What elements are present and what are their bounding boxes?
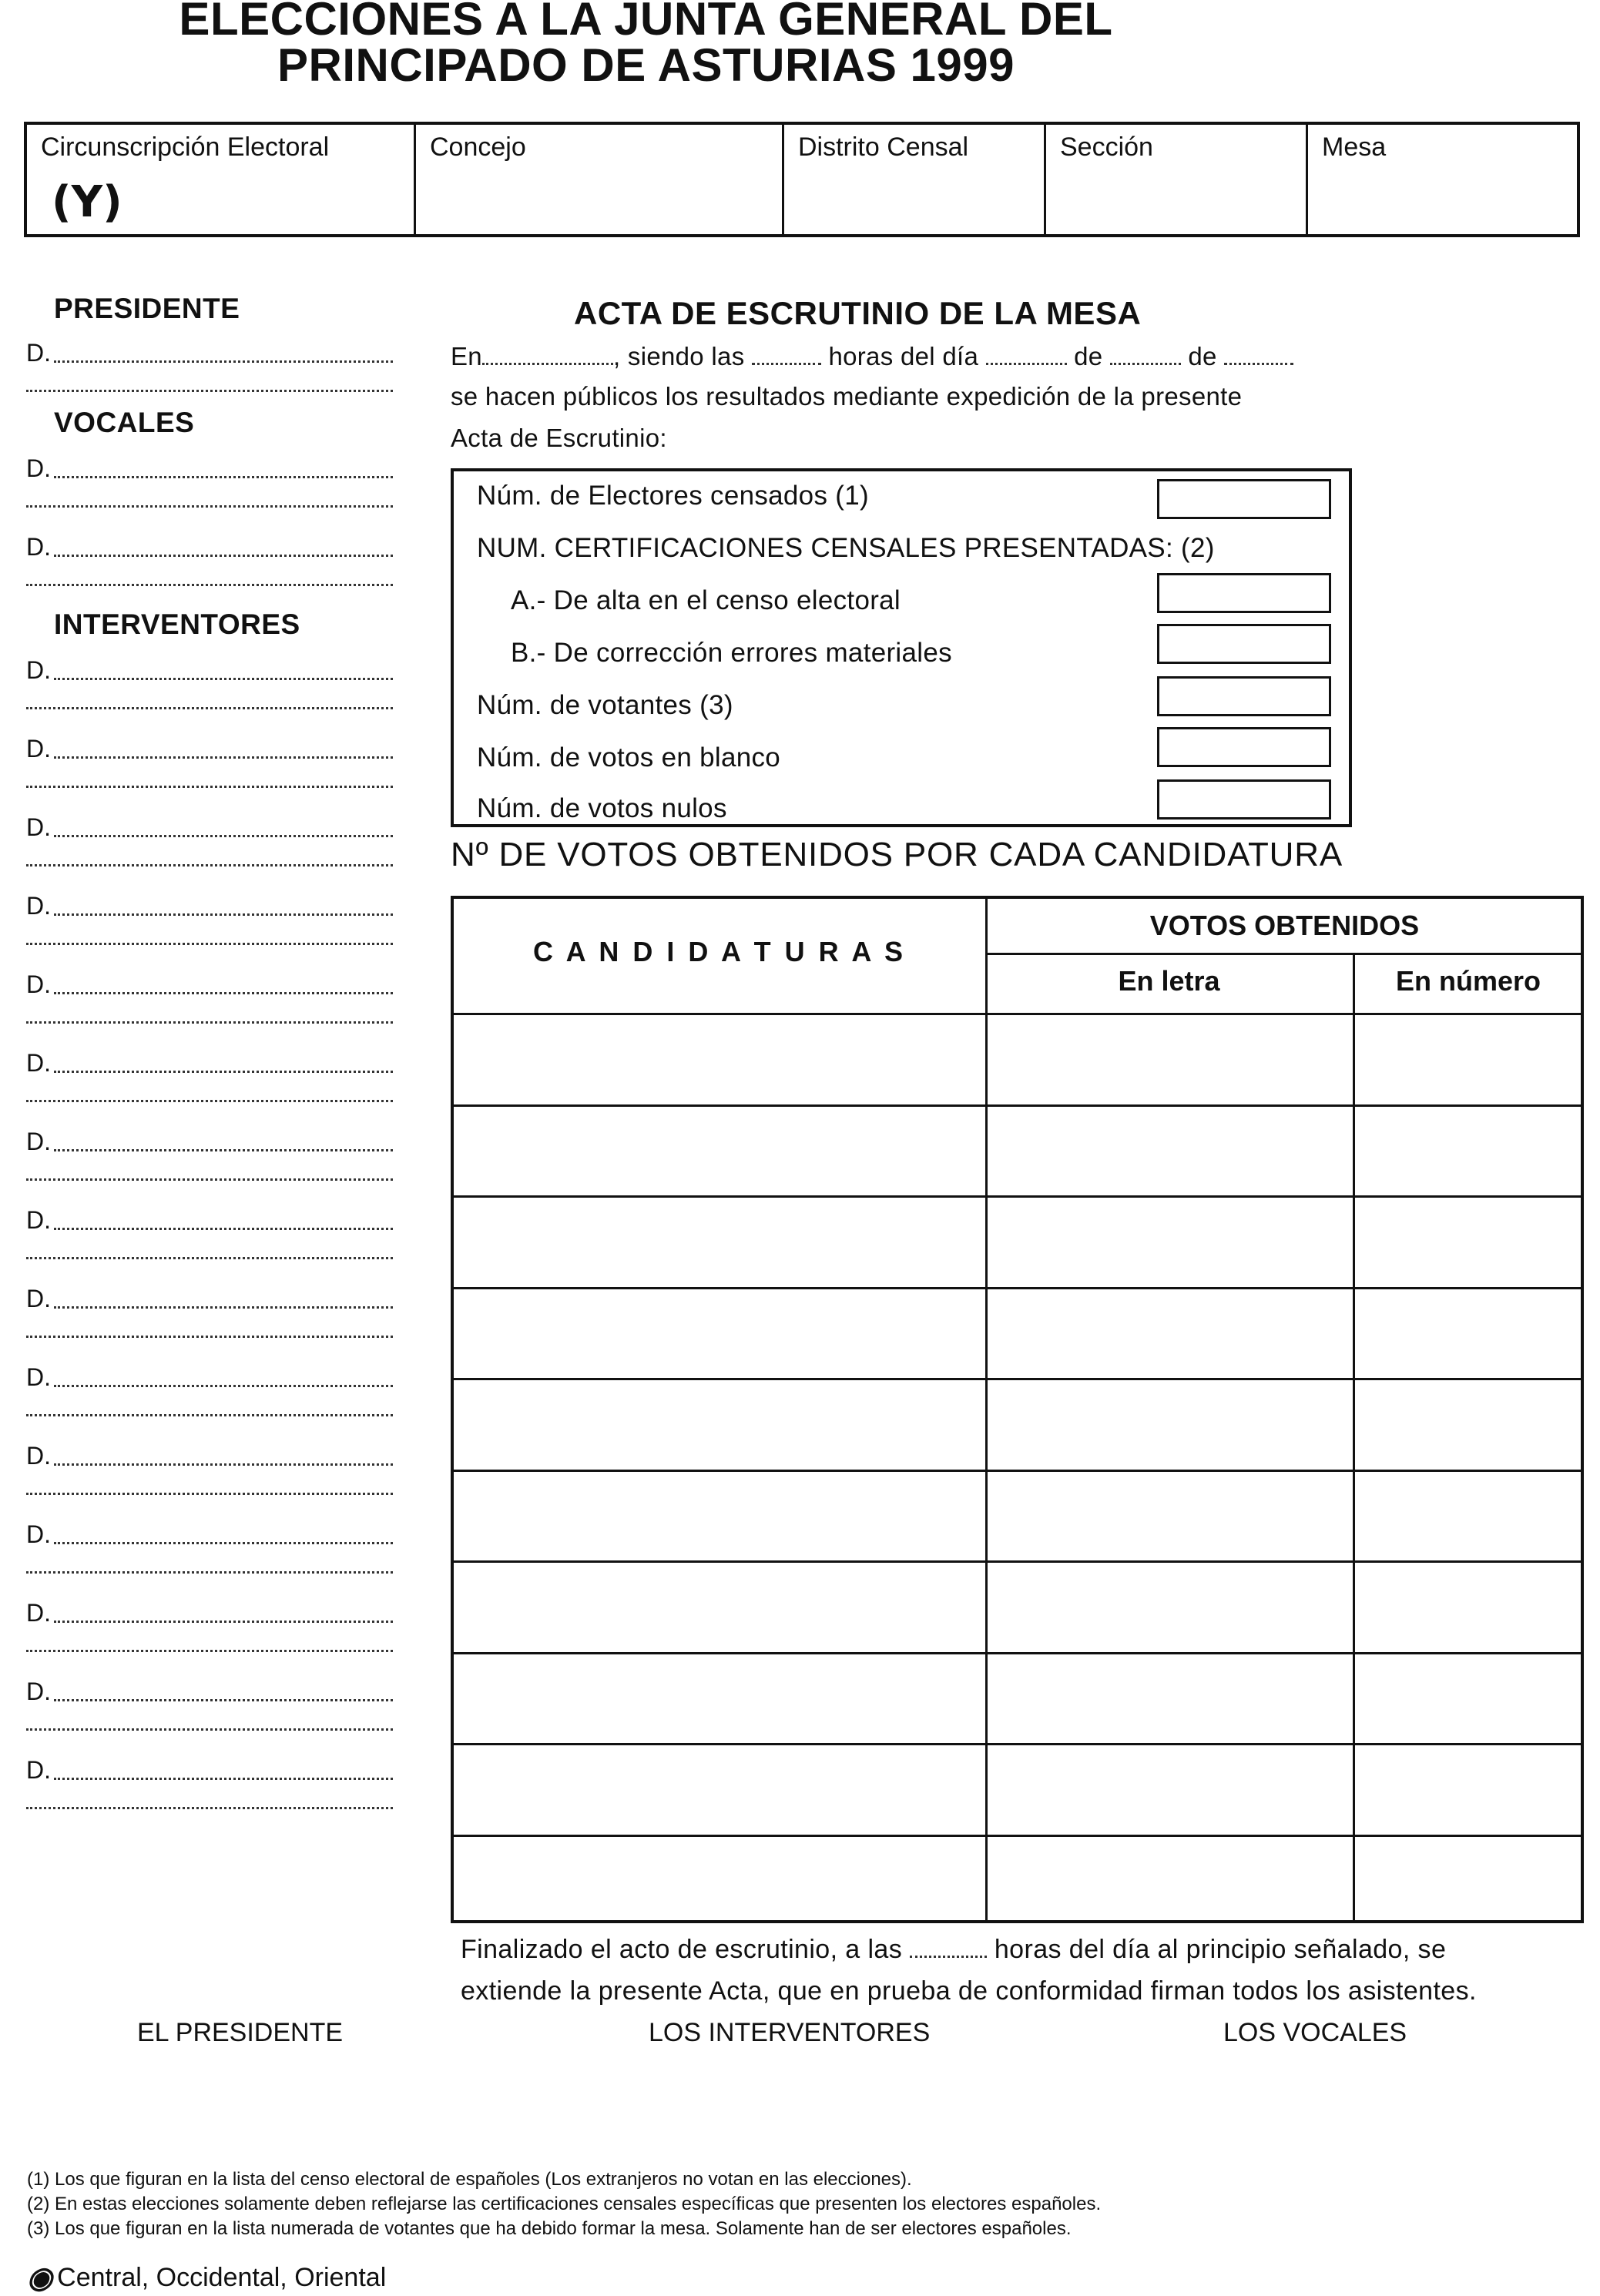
closing-text: horas del día al principio señalado, se	[994, 1935, 1447, 1964]
table-row[interactable]	[454, 1287, 1581, 1379]
footnote-1: (1) Los que figuran en la lista del censo electoral de españoles (Los extranjeros no votan en las elecciones).	[27, 2169, 912, 2190]
circunscripcion-value: (Y)	[52, 177, 122, 227]
table-row[interactable]	[454, 1560, 1581, 1652]
form-title-line1: ELECCIONES A LA JUNTA GENERAL DEL	[179, 0, 1113, 45]
seccion-label: Sección	[1060, 132, 1153, 162]
alta-input[interactable]	[1157, 573, 1331, 613]
blanco-input[interactable]	[1157, 727, 1331, 767]
d-prefix: D.	[26, 1049, 51, 1077]
concejo-field[interactable]	[416, 125, 784, 234]
table-row[interactable]	[454, 1013, 1581, 1104]
acta-horas-text: horas del día	[828, 342, 979, 370]
mesa-label: Mesa	[1322, 132, 1387, 162]
d-prefix: D.	[26, 970, 51, 998]
acta-de-text: de	[1074, 342, 1103, 370]
certificaciones-label: NUM. CERTIFICACIONES CENSALES PRESENTADAS: (2)	[477, 533, 1215, 563]
dotted-line	[54, 992, 393, 994]
d-prefix: D.	[26, 813, 51, 841]
closing-text: Finalizado el acto de escrutinio, a las	[461, 1935, 903, 1964]
d-prefix: D.	[26, 656, 51, 684]
interventor-name-line[interactable]	[23, 1363, 393, 1403]
dotted-line	[26, 584, 393, 586]
dotted-line	[26, 1414, 393, 1416]
interventor-name-line[interactable]	[23, 1678, 393, 1718]
acta-siendo-text: , siendo las	[612, 342, 745, 370]
dotted-line	[54, 835, 393, 837]
dotted-line	[54, 1071, 393, 1073]
dotted-line	[26, 786, 393, 788]
mesa-field[interactable]	[1308, 125, 1577, 234]
votantes-input[interactable]	[1157, 676, 1331, 716]
lugar-blank[interactable]	[482, 360, 613, 365]
nulos-input[interactable]	[1157, 779, 1331, 820]
header-fields	[24, 122, 1580, 237]
dotted-line	[54, 756, 393, 759]
interventor-name-line[interactable]	[23, 656, 393, 696]
interventor-name-line[interactable]	[23, 1049, 393, 1089]
hora-blank[interactable]	[752, 360, 821, 365]
footnote-3: (3) Los que figuran en la lista numerada de votantes que ha debido formar la mesa. Solamente han de ser electores españoles.	[27, 2218, 1072, 2239]
electores-input[interactable]	[1157, 479, 1331, 519]
officials-column	[23, 293, 393, 1835]
interventor-name-line[interactable]	[23, 1520, 393, 1560]
d-prefix: D.	[26, 1363, 51, 1391]
dotted-line	[54, 360, 393, 363]
dotted-line	[54, 476, 393, 478]
concejo-label: Concejo	[430, 132, 526, 162]
dotted-line	[26, 1021, 393, 1024]
vocal-name-line[interactable]	[23, 533, 393, 573]
blanco-label: Núm. de votos en blanco	[477, 742, 781, 773]
d-prefix: D.	[26, 1442, 51, 1470]
vocal-name-line[interactable]	[23, 454, 393, 494]
footer-text: Central, Occidental, Oriental	[57, 2263, 387, 2292]
d-prefix: D.	[26, 533, 51, 561]
interventor-name-line[interactable]	[23, 735, 393, 775]
acta-line3: Acta de Escrutinio:	[451, 424, 667, 452]
vocales-heading: VOCALES	[54, 407, 195, 438]
interventor-name-line[interactable]	[23, 1128, 393, 1168]
presidente-name-line[interactable]	[23, 339, 393, 379]
circunscripcion-label: Circunscripción Electoral	[41, 132, 330, 162]
dotted-line	[54, 678, 393, 680]
hora-final-blank[interactable]	[910, 1952, 987, 1958]
correccion-input[interactable]	[1157, 624, 1331, 664]
alta-label: A.- De alta en el censo electoral	[511, 585, 901, 615]
seccion-field[interactable]	[1046, 125, 1308, 234]
mes-blank[interactable]	[1110, 360, 1181, 365]
dotted-line	[54, 1228, 393, 1230]
table-row[interactable]	[454, 1378, 1581, 1470]
table-row[interactable]	[454, 1470, 1581, 1561]
acta-line2: se hacen públicos los resultados mediante expedición de la presente	[451, 382, 1243, 411]
d-prefix: D.	[26, 1520, 51, 1548]
interventor-name-line[interactable]	[23, 813, 393, 853]
en-letra-header: En letra	[1118, 965, 1220, 997]
votes-section-title: Nº DE VOTOS OBTENIDOS POR CADA CANDIDATURA	[451, 836, 1343, 873]
d-prefix: D.	[26, 1756, 51, 1784]
dotted-line	[26, 707, 393, 709]
dotted-line	[26, 390, 393, 392]
footnote-2: (2) En estas elecciones solamente deben reflejarse las certificaciones censales específicas que presenten los electores españoles.	[27, 2194, 1102, 2214]
dotted-line	[54, 1463, 393, 1466]
pa-logo-icon: ◉	[27, 2262, 53, 2294]
distrito-label: Distrito Censal	[798, 132, 969, 162]
interventor-name-line[interactable]	[23, 1206, 393, 1246]
dotted-line	[26, 864, 393, 866]
candidaturas-header: C A N D I D A T U R A S	[533, 936, 906, 967]
signature-vocales: LOS VOCALES	[1223, 2018, 1407, 2047]
candidaturas-table	[451, 896, 1584, 1923]
d-prefix: D.	[26, 1599, 51, 1627]
dotted-line	[26, 1650, 393, 1652]
en-numero-header: En número	[1395, 965, 1541, 997]
votantes-label: Núm. de votantes (3)	[477, 690, 733, 720]
acta-en-text: En	[451, 342, 482, 370]
dia-blank[interactable]	[986, 360, 1067, 365]
table-row[interactable]	[454, 1835, 1581, 1926]
table-row[interactable]	[454, 1743, 1581, 1835]
dotted-line	[26, 1100, 393, 1102]
dotted-line	[26, 1257, 393, 1259]
d-prefix: D.	[26, 1128, 51, 1155]
d-prefix: D.	[26, 339, 51, 367]
dotted-line	[54, 1542, 393, 1544]
interventor-name-line[interactable]	[23, 892, 393, 932]
dotted-line	[54, 1621, 393, 1623]
dotted-line	[26, 1728, 393, 1731]
dotted-line	[26, 1336, 393, 1338]
interventor-name-line[interactable]	[23, 1599, 393, 1639]
d-prefix: D.	[26, 1678, 51, 1705]
counts-box	[451, 468, 1352, 827]
d-prefix: D.	[26, 1285, 51, 1312]
form-title-line2: PRINCIPADO DE ASTURIAS 1999	[277, 39, 1015, 91]
d-prefix: D.	[26, 892, 51, 920]
dotted-line	[26, 1178, 393, 1181]
dotted-line	[26, 1571, 393, 1574]
correccion-label: B.- De corrección errores materiales	[511, 638, 952, 668]
d-prefix: D.	[26, 454, 51, 482]
dotted-line	[54, 1149, 393, 1151]
dotted-line	[54, 913, 393, 916]
dotted-line	[54, 1306, 393, 1309]
acta-date-line	[451, 342, 1293, 371]
interventor-name-line[interactable]	[23, 1285, 393, 1325]
interventor-name-line[interactable]	[23, 1442, 393, 1482]
dotted-line	[26, 1807, 393, 1809]
dotted-line	[54, 555, 393, 557]
dotted-line	[54, 1778, 393, 1780]
table-row[interactable]	[454, 1104, 1581, 1196]
electores-label: Núm. de Electores censados (1)	[477, 481, 869, 511]
nulos-label: Núm. de votos nulos	[477, 793, 727, 823]
table-header-divider	[454, 1013, 1581, 1015]
dotted-line	[26, 943, 393, 945]
interventor-name-line[interactable]	[23, 1756, 393, 1796]
d-prefix: D.	[26, 735, 51, 763]
anio-blank[interactable]	[1224, 360, 1293, 365]
signature-interventores: LOS INTERVENTORES	[649, 2018, 931, 2047]
table-row[interactable]	[454, 1195, 1581, 1287]
acta-de-text: de	[1188, 342, 1217, 370]
signature-presidente: EL PRESIDENTE	[137, 2018, 344, 2047]
distrito-field[interactable]	[784, 125, 1046, 234]
interventores-heading: INTERVENTORES	[54, 608, 300, 640]
table-divider	[985, 953, 1581, 955]
closing-line1	[461, 1935, 1446, 1965]
interventores-lines	[23, 656, 393, 1796]
circunscripcion-field[interactable]	[27, 125, 416, 234]
acta-title: ACTA DE ESCRUTINIO DE LA MESA	[574, 295, 1142, 331]
footer	[27, 2261, 386, 2295]
presidente-heading: PRESIDENTE	[54, 293, 240, 324]
d-prefix: D.	[26, 1206, 51, 1234]
dotted-line	[26, 1493, 393, 1495]
dotted-line	[54, 1385, 393, 1387]
votos-obtenidos-header: VOTOS OBTENIDOS	[1149, 910, 1420, 941]
dotted-line	[26, 505, 393, 508]
table-row[interactable]	[454, 1652, 1581, 1744]
closing-line2: extiende la presente Acta, que en prueba de conformidad firman todos los asistentes.	[461, 1976, 1477, 2006]
interventor-name-line[interactable]	[23, 970, 393, 1011]
dotted-line	[54, 1699, 393, 1701]
